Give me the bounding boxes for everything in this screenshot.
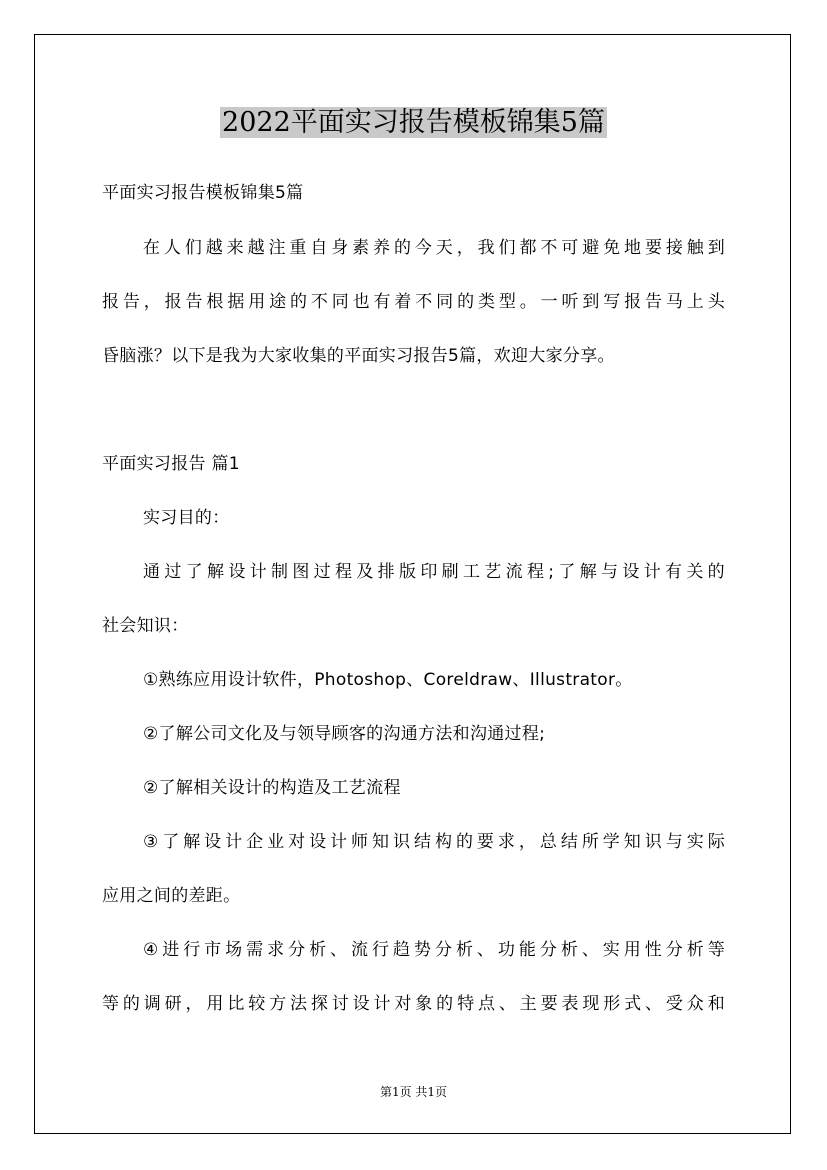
intro-paragraph-line-2: 报告，报告根据用途的不同也有着不同的类型。一听到写报告马上头 [102,292,725,312]
document-title-text: 2022平面实习报告模板锦集5篇 [222,107,605,138]
list-item-4-line-1: ③了解设计企业对设计师知识结构的要求，总结所学知识与实际 [143,832,725,852]
list-item-3: ②了解相关设计的构造及工艺流程 [143,778,401,798]
list-item-5-line-2: 等的调研，用比较方法探讨设计对象的特点、主要表现形式、受众和 [102,994,725,1014]
purpose-paragraph-line-1: 通过了解设计制图过程及排版印刷工艺流程;了解与设计有关的 [143,562,725,582]
list-item-4-line-2: 应用之间的差距。 [102,886,241,906]
intro-paragraph-line-3: 昏脑涨？以下是我为大家收集的平面实习报告5篇，欢迎大家分享。 [102,346,615,366]
purpose-label: 实习目的： [143,508,230,528]
purpose-paragraph-line-2: 社会知识： [102,616,189,636]
section-heading: 平面实习报告 篇1 [102,454,240,474]
document-title [0,103,827,143]
list-item-2: ②了解公司文化及与领导顾客的沟通方法和沟通过程; [143,724,546,744]
subtitle-line: 平面实习报告模板锦集5篇 [102,183,304,203]
intro-paragraph-line-1: 在人们越来越注重自身素养的今天，我们都不可避免地要接触到 [143,238,725,258]
list-item-1: ①熟练应用设计软件，Photoshop、Coreldraw、Illustrator。 [143,670,633,690]
page-footer: 第1页 共1页 [379,1085,448,1099]
list-item-5-line-1: ④进行市场需求分析、流行趋势分析、功能分析、实用性分析等 [143,940,725,960]
